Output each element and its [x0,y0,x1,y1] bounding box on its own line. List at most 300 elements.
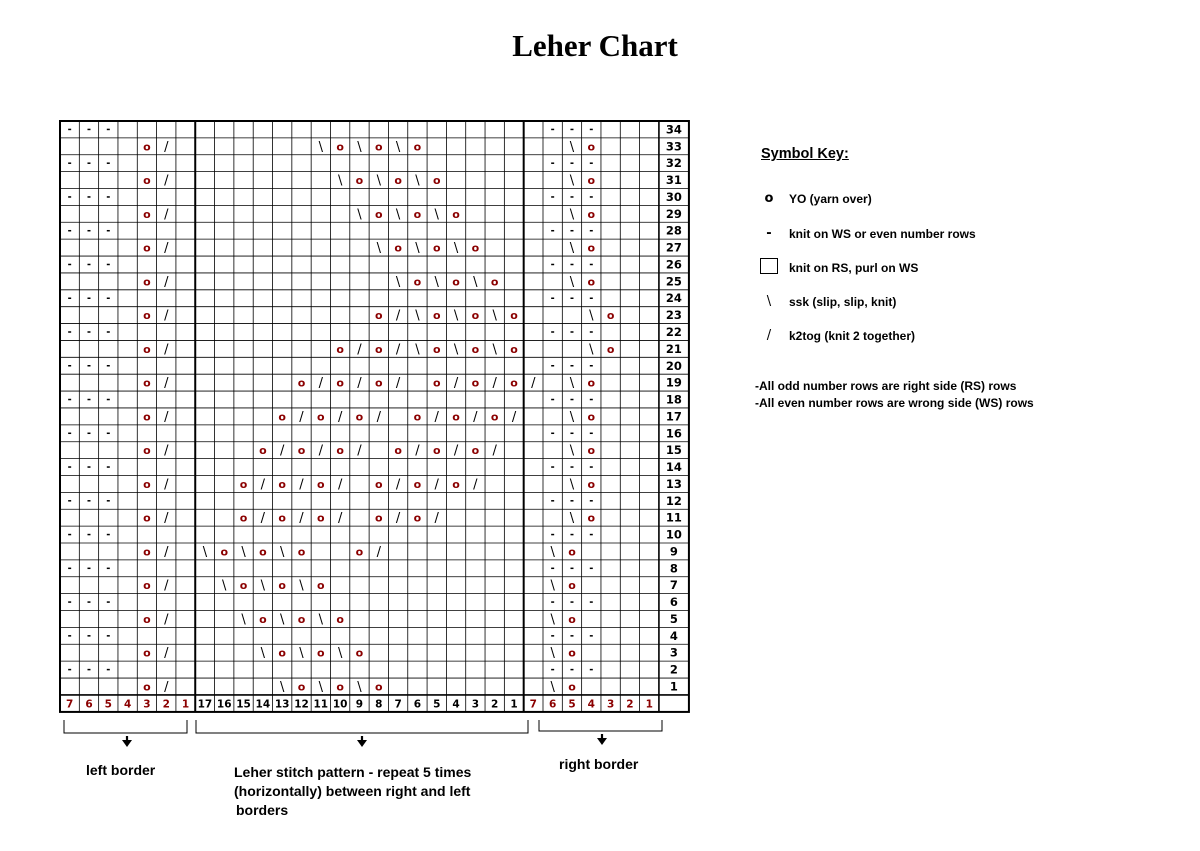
column-number: 1 [181,698,190,711]
column-number: 6 [85,698,93,711]
k2tog-stitch: / [357,376,362,392]
yo-stitch: o [297,376,306,390]
yo-stitch: o [432,342,441,356]
pattern-label-line3: borders [236,802,289,818]
yo-stitch: o [143,680,151,694]
k2tog-stitch: / [260,511,266,527]
key-label-knit-ws: knit on WS or even number rows [789,227,976,241]
k2tog-stitch: / [531,376,536,392]
k2tog-stitch: / [337,477,343,493]
yo-stitch: o [143,342,151,356]
yo-stitch: o [297,545,306,559]
left-border-label: left border [86,762,156,778]
ssk-stitch: \ [337,646,343,662]
ssk-stitch: \ [337,173,343,189]
yo-stitch: o [510,376,518,390]
yo-stitch: o [143,410,151,424]
column-number: 4 [587,698,595,711]
yo-stitch: o [278,410,286,424]
yo-stitch: o [374,680,383,694]
ssk-stitch: \ [453,241,459,257]
yo-stitch: o [568,579,576,593]
ssk-stitch: \ [357,207,362,223]
k2tog-stitch: / [376,409,381,425]
k2tog-stitch: / [376,544,381,560]
k2tog-stitch: / [164,511,169,527]
row-number: 10 [665,527,682,542]
yo-stitch: o [413,410,422,424]
yo-stitch: o [143,275,151,289]
ssk-stitch: \ [492,342,497,358]
ssk-stitch: \ [299,578,304,594]
ssk-stitch: \ [492,308,497,324]
ssk-stitch: \ [569,139,575,155]
yo-stitch: o [374,140,383,154]
row-number: 1 [669,679,678,694]
k2tog-stitch: / [511,409,517,425]
yo-stitch: o [587,376,596,390]
yo-stitch: o [278,579,286,593]
row-number: 14 [665,460,682,475]
column-number: 2 [626,698,634,711]
column-number: 7 [66,698,74,711]
ssk-stitch: \ [415,342,420,358]
k2tog-stitch: / [473,409,478,425]
column-number: 10 [332,698,348,711]
yo-stitch: o [336,376,344,390]
section-bracket [539,720,662,731]
yo-stitch: o [374,477,383,491]
row-number: 16 [665,426,682,441]
ssk-stitch: \ [453,308,459,324]
yo-stitch: o [317,511,325,525]
symbol-key-title: Symbol Key: [761,146,849,162]
column-number: 4 [123,698,132,711]
pattern-label-line1: Leher stitch pattern - repeat 5 times [234,764,472,780]
row-number: 20 [665,358,682,373]
yo-stitch: o [413,275,422,289]
k2tog-stitch: / [164,376,169,392]
row-number: 3 [669,645,678,660]
column-number: 14 [255,698,271,711]
row-number: 26 [665,257,682,272]
yo-stitch: o [355,174,364,188]
yo-stitch: o [432,376,441,390]
ssk-stitch: \ [279,612,285,628]
yo-stitch: o [452,275,460,289]
k2tog-stitch: / [279,443,285,459]
k2tog-stitch: / [434,409,439,425]
k2tog-stitch: / [492,443,497,459]
yo-stitch: o [587,140,596,154]
yo-stitch: o [374,376,383,390]
ssk-stitch: \ [434,207,439,223]
yo-stitch: o [510,342,518,356]
yo-stitch: o [471,309,480,323]
yo-stitch: o [606,342,615,356]
yo-stitch: o [413,511,422,525]
ssk-stitch: \ [569,173,575,189]
column-number: 17 [197,698,213,711]
key-label-ssk: ssk (slip, slip, knit) [789,295,897,309]
yo-stitch: o [297,612,306,626]
yo-stitch: o [355,646,364,660]
ssk-stitch: \ [318,679,324,695]
section-bracket [64,720,187,733]
yo-stitch: o [143,646,151,660]
ssk-stitch: \ [569,409,575,425]
k2tog-stitch: / [164,274,169,290]
row-number: 34 [665,122,682,137]
k2tog-stitch: / [164,477,169,493]
row-number: 15 [665,443,682,458]
k2tog-stitch: / [164,578,169,594]
key-item-ssk [755,293,1195,313]
ssk-stitch: \ [318,139,324,155]
yo-stitch: o [568,612,576,626]
yo-stitch: o [587,444,596,458]
ssk-stitch: \ [473,274,478,290]
row-number: 11 [665,510,682,525]
yo-stitch: o [336,342,344,356]
yo-stitch: o [374,207,383,221]
row-number: 33 [665,139,682,154]
yo-stitch: o [220,545,229,559]
row-number: 8 [669,561,678,576]
yo-stitch: o [471,444,480,458]
column-number: 16 [216,698,232,711]
column-number: 2 [491,698,499,711]
yo-stitch: o [143,477,151,491]
yo-stitch: o [587,241,596,255]
yo-stitch: o [143,376,151,390]
yo-stitch: o [452,410,460,424]
column-number: 1 [645,698,653,711]
row-number: 23 [665,308,682,323]
k2tog-stitch: / [357,342,362,358]
key-item-knit-rs [755,259,1195,279]
k2tog-stitch: / [164,207,169,223]
ssk-stitch: \ [569,511,575,527]
ssk-stitch: \ [415,241,420,257]
ssk-stitch: \ [395,207,401,223]
yo-stitch: o [239,579,248,593]
yo-stitch: o [297,444,306,458]
k2tog-stitch: / [164,443,169,459]
column-number: 9 [355,698,364,711]
yo-stitch: o [336,140,344,154]
yo-stitch: o [432,241,441,255]
row-number: 17 [665,409,682,424]
k2tog-stitch: / [260,477,266,493]
column-number: 6 [549,698,557,711]
k2tog-symbol: / [766,328,772,343]
row-number: 29 [665,206,682,221]
yo-stitch: o [317,579,325,593]
ssk-stitch: \ [395,274,401,290]
k2tog-stitch: / [337,511,343,527]
yo-stitch: o [587,174,596,188]
column-number: 12 [294,698,309,711]
ssk-stitch: \ [550,679,555,695]
row-number: 12 [665,493,682,508]
column-number: 2 [162,698,170,711]
ssk-stitch: \ [569,443,575,459]
k2tog-stitch: / [164,241,169,257]
key-item-yo [755,190,1195,210]
yo-stitch: o [143,444,151,458]
column-number: 7 [394,698,402,711]
yo-stitch: o [143,309,151,323]
k2tog-stitch: / [164,646,169,662]
ssk-stitch: \ [318,612,324,628]
column-number: 5 [104,698,112,711]
yo-stitch: o [317,477,325,491]
yo-stitch: o [143,241,151,255]
k2tog-stitch: / [395,511,401,527]
k2tog-stitch: / [164,342,169,358]
k2tog-stitch: / [415,443,420,459]
ssk-stitch: \ [279,679,285,695]
k2tog-stitch: / [395,376,401,392]
row-number: 25 [665,274,682,289]
yo-stitch: o [471,241,480,255]
row-number: 5 [669,611,678,626]
pattern-label-line2: (horizontally) between right and left [234,783,471,799]
k2tog-stitch: / [164,612,169,628]
key-label-k2tog: k2tog (knit 2 together) [789,329,916,343]
yo-stitch: o [374,342,383,356]
yo-stitch: o [587,275,596,289]
section-bracket [196,720,528,733]
section-brackets [64,720,662,747]
ssk-stitch: \ [415,173,420,189]
column-number: 4 [452,698,460,711]
ssk-stitch: \ [299,646,304,662]
yo-stitch: o [317,410,325,424]
yo-stitch: o [239,511,248,525]
yo-stitch: o [471,376,480,390]
key-label-yo: YO (yarn over) [789,192,872,206]
yo-stitch: o [432,444,441,458]
ssk-stitch: \ [550,646,555,662]
yo-stitch: o [394,241,402,255]
down-arrow-icon [357,740,367,747]
ssk-stitch: \ [202,544,208,560]
yo-stitch: o [143,140,151,154]
yo-stitch: o [471,342,480,356]
ssk-symbol: \ [766,294,772,309]
ssk-stitch: \ [550,544,555,560]
row-number: 18 [665,392,682,407]
ssk-stitch: \ [415,308,420,324]
yo-stitch: o [413,207,422,221]
k2tog-stitch: / [395,477,401,493]
row-number: 4 [669,628,678,643]
row-number: 27 [665,240,682,255]
yo-stitch: o [587,477,596,491]
yo-symbol: o [764,191,774,206]
ssk-stitch: \ [434,274,439,290]
ssk-stitch: \ [260,578,266,594]
row-number: 7 [669,578,678,593]
column-number: 6 [413,698,422,711]
yo-stitch: o [413,477,422,491]
row-number: 31 [665,173,682,188]
k2tog-stitch: / [299,511,304,527]
k2tog-stitch: / [318,443,324,459]
yo-stitch: o [336,612,344,626]
k2tog-stitch: / [164,173,169,189]
yo-stitch: o [278,511,286,525]
ssk-stitch: \ [569,207,575,223]
row-number: 19 [665,375,682,390]
column-number: 1 [510,698,518,711]
column-number: 5 [433,698,441,711]
k2tog-stitch: / [357,443,362,459]
dash-symbol: - [766,226,772,241]
column-number: 3 [606,698,615,711]
right-border-label: right border [559,756,639,772]
yo-stitch: o [490,275,499,289]
ssk-stitch: \ [569,241,575,257]
ssk-stitch: \ [569,376,575,392]
k2tog-stitch: / [434,477,439,493]
yo-stitch: o [239,477,248,491]
row-number: 9 [669,544,678,559]
k2tog-stitch: / [164,679,169,695]
yo-stitch: o [143,207,151,221]
column-number: 5 [568,698,576,711]
k2tog-stitch: / [164,544,169,560]
yo-stitch: o [510,309,518,323]
row-number: 2 [669,662,678,677]
k2tog-stitch: / [395,342,401,358]
ssk-stitch: \ [260,646,266,662]
ssk-stitch: \ [589,342,594,358]
k2tog-stitch: / [164,308,169,324]
yo-stitch: o [606,309,615,323]
note-rs-rows: -All odd number rows are right side (RS) rows [755,379,1017,393]
yo-stitch: o [259,612,267,626]
k2tog-stitch: / [434,511,439,527]
yo-stitch: o [143,612,151,626]
row-number: 30 [665,189,682,204]
yo-stitch: o [297,680,306,694]
k2tog-stitch: / [473,477,478,493]
ssk-stitch: \ [550,578,555,594]
k2tog-stitch: / [318,376,324,392]
yo-stitch: o [355,410,364,424]
yo-stitch: o [259,444,267,458]
ssk-stitch: \ [453,342,459,358]
k2tog-stitch: / [164,139,169,155]
ssk-stitch: \ [357,679,362,695]
row-number: 6 [669,595,678,610]
empty-box-symbol [760,258,778,274]
yo-stitch: o [490,410,499,424]
k2tog-stitch: / [299,409,304,425]
k2tog-stitch: / [453,376,459,392]
yo-stitch: o [452,477,460,491]
k2tog-stitch: / [453,443,459,459]
yo-stitch: o [394,444,402,458]
k2tog-stitch: / [395,308,401,324]
column-number: 15 [236,698,251,711]
yo-stitch: o [355,545,364,559]
k2tog-stitch: / [299,477,304,493]
yo-stitch: o [259,545,267,559]
yo-stitch: o [278,477,286,491]
row-number: 13 [665,476,682,491]
column-numbers [66,698,653,710]
yo-stitch: o [317,646,325,660]
chart-title: Leher Chart [512,28,678,63]
yo-stitch: o [278,646,286,660]
row-number: 32 [665,156,682,171]
ssk-stitch: \ [279,544,285,560]
down-arrow-icon [122,740,132,747]
yo-stitch: o [394,174,402,188]
ssk-stitch: \ [569,274,575,290]
yo-stitch: o [432,309,441,323]
ssk-stitch: \ [550,612,555,628]
yo-stitch: o [587,511,596,525]
yo-stitch: o [374,511,383,525]
ssk-stitch: \ [222,578,227,594]
yo-stitch: o [568,545,576,559]
yo-stitch: o [336,444,344,458]
yo-stitch: o [374,309,383,323]
key-label-knit-rs: knit on RS, purl on WS [789,261,919,275]
column-number: 7 [529,698,537,711]
note-ws-rows: -All even number rows are wrong side (WS) rows [755,396,1034,410]
ssk-stitch: \ [589,308,594,324]
yo-stitch: o [452,207,460,221]
k2tog-stitch: / [164,409,169,425]
column-number: 3 [143,698,151,711]
yo-stitch: o [568,646,576,660]
key-item-knit-ws [755,225,1195,245]
row-number: 22 [665,325,682,339]
yo-stitch: o [413,140,422,154]
yo-stitch: o [568,680,576,694]
ssk-stitch: \ [569,477,575,493]
yo-stitch: o [143,511,151,525]
yo-stitch: o [587,207,596,221]
ssk-stitch: \ [376,173,381,189]
ssk-stitch: \ [376,241,381,257]
yo-stitch: o [143,579,151,593]
row-number: 24 [665,291,682,306]
yo-stitch: o [143,545,151,559]
yo-stitch: o [143,174,151,188]
ssk-stitch: \ [357,139,362,155]
column-number: 13 [274,698,290,711]
ssk-stitch: \ [241,544,246,560]
yo-stitch: o [432,174,441,188]
down-arrow-icon [597,738,607,745]
ssk-stitch: \ [241,612,246,628]
k2tog-stitch: / [337,409,343,425]
column-number: 11 [313,698,329,711]
key-item-k2tog [755,327,1195,347]
column-number: 3 [471,698,480,711]
yo-stitch: o [587,410,596,424]
k2tog-stitch: / [492,376,497,392]
row-number: 28 [665,223,682,238]
ssk-stitch: \ [395,139,401,155]
